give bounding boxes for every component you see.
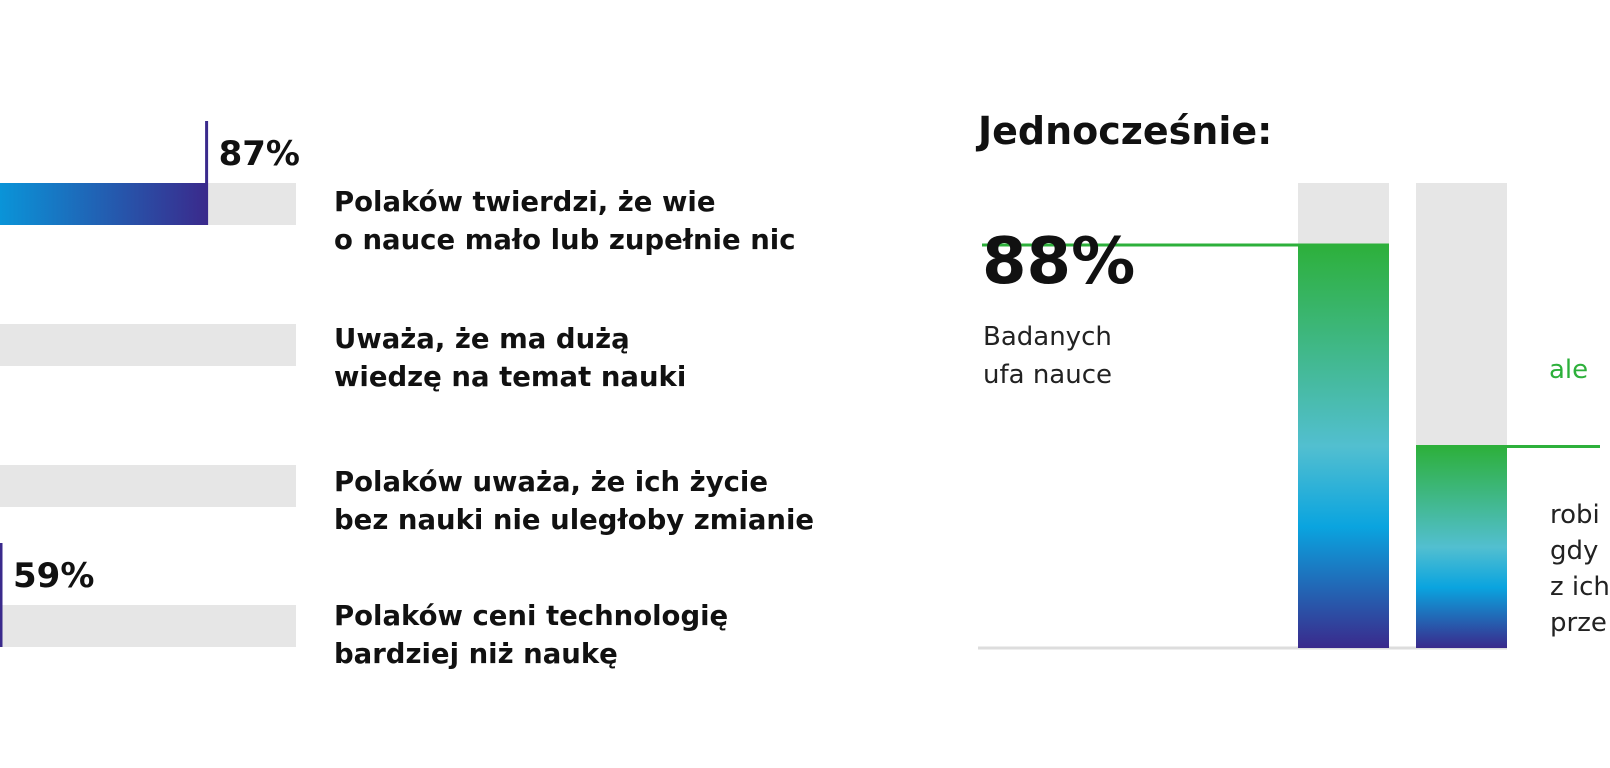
bar-label-2-line-2: wiedzę na temat nauki (334, 361, 687, 393)
clipped-line-3: z ich (1550, 572, 1610, 602)
bar-label-2-line-1: Uważa, że ma dużą (334, 323, 630, 355)
clipped-line-1: robi (1550, 500, 1600, 530)
bar-value-label-4: 59% (13, 556, 95, 596)
chart-title: Jednocześnie: (978, 109, 1273, 153)
value-description-line-2: ufa nauce (983, 360, 1113, 390)
clipped-line-2: gdy (1550, 536, 1599, 566)
value-description-line-1: Badanych (983, 322, 1112, 352)
bar-label-3-line-2: bez nauki nie uległoby zmianie (334, 504, 815, 536)
annotation-ale: ale (1549, 355, 1589, 385)
vbar-1 (1298, 245, 1389, 648)
value-label-88: 88% (982, 225, 1136, 299)
bar-label-4-line-1: Polaków ceni technologię (334, 600, 729, 632)
vbar-2 (1416, 447, 1507, 649)
value-description (983, 318, 1112, 394)
bar-label-1-line-1: Polaków twierdzi, że wie (334, 186, 716, 218)
clipped-line-4: prze (1550, 608, 1607, 638)
bar-label-1-line-2: o nauce mało lub zupełnie nic (334, 224, 796, 256)
bar-label-4-line-2: bardziej niż naukę (334, 638, 618, 670)
clipped-description (1550, 497, 1610, 641)
bar-label-3-line-1: Polaków uważa, że ich życie (334, 466, 768, 498)
bar-value-label-1: 87% (218, 134, 300, 174)
